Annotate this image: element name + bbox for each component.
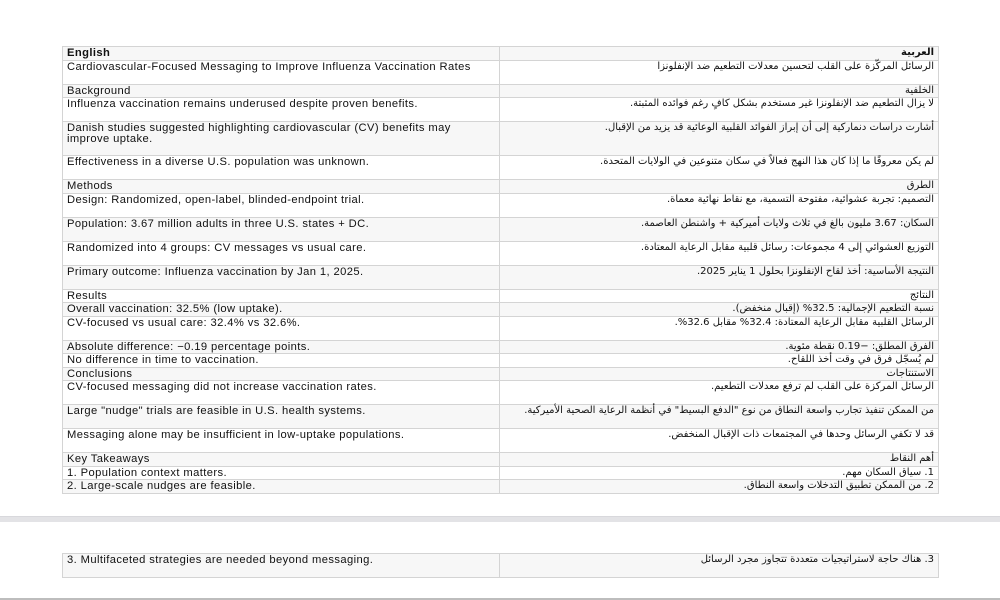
- table-row: [63, 340, 939, 354]
- cell-english: 2. Large-scale nudges are feasible.: [63, 480, 500, 494]
- table-row: [63, 289, 939, 303]
- cell-arabic: لا يزال التطعيم ضد الإنفلونزا غير مستخدم بشكل كافٍ رغم فوائده المثبتة.: [500, 98, 939, 122]
- cell-arabic: الرسائل المركزة على القلب لم ترفع معدلات التطعيم.: [500, 381, 939, 405]
- table-row: [63, 193, 939, 217]
- cell-english: Overall vaccination: 32.5% (low uptake).: [63, 303, 500, 317]
- cell-english: Effectiveness in a diverse U.S. population was unknown.: [63, 156, 500, 180]
- table-row: [63, 303, 939, 317]
- cell-english: No difference in time to vaccination.: [63, 354, 500, 368]
- cell-english: Conclusions: [63, 367, 500, 381]
- cell-arabic: قد لا تكفي الرسائل وحدها في المجتمعات ذات الإقبال المنخفض.: [500, 429, 939, 453]
- cell-english: Key Takeaways: [63, 453, 500, 467]
- cell-arabic: الخلفية: [500, 84, 939, 98]
- cell-arabic: النتائج: [500, 289, 939, 303]
- cell-english: Design: Randomized, open-label, blinded-endpoint trial.: [63, 193, 500, 217]
- table-row: [63, 480, 939, 494]
- table-row: [63, 156, 939, 180]
- cell-english: CV-focused messaging did not increase vaccination rates.: [63, 381, 500, 405]
- cell-english: 3. Multifaceted strategies are needed beyond messaging.: [63, 554, 500, 578]
- cell-arabic: لم يكن معروفًا ما إذا كان هذا النهج فعالاً في سكان متنوعين في الولايات المتحدة.: [500, 156, 939, 180]
- document-page-2: [0, 522, 1000, 600]
- cell-arabic: أهم النقاط: [500, 453, 939, 467]
- table-row: [63, 217, 939, 241]
- table-row: [63, 354, 939, 368]
- table-row: [63, 180, 939, 194]
- table-row: [63, 316, 939, 340]
- cell-english: Background: [63, 84, 500, 98]
- table-row: [63, 554, 939, 578]
- cell-english: Results: [63, 289, 500, 303]
- cell-english: Large "nudge" trials are feasible in U.S. health systems.: [63, 405, 500, 429]
- cell-arabic: أشارت دراسات دنماركية إلى أن إبراز الفوائد القلبية الوعائية قد يزيد من الإقبال.: [500, 122, 939, 156]
- table-row: [63, 84, 939, 98]
- cell-arabic: السكان: 3.67 مليون بالغ في ثلاث ولايات أميركية + واشنطن العاصمة.: [500, 217, 939, 241]
- cell-arabic: 2. من الممكن تطبيق التدخلات واسعة النطاق.: [500, 480, 939, 494]
- cell-arabic: من الممكن تنفيذ تجارب واسعة النطاق من نوع "الدفع البسيط" في أنظمة الرعاية الصحية الأميركية.: [500, 405, 939, 429]
- table-row: [63, 98, 939, 122]
- cell-english: Population: 3.67 million adults in three U.S. states + DC.: [63, 217, 500, 241]
- bilingual-table: [62, 46, 939, 494]
- table-row: [63, 241, 939, 265]
- table-row: [63, 60, 939, 84]
- table-row: [63, 405, 939, 429]
- cell-english: Absolute difference: −0.19 percentage points.: [63, 340, 500, 354]
- cell-english: Messaging alone may be insufficient in low-uptake populations.: [63, 429, 500, 453]
- table-row: [63, 367, 939, 381]
- cell-english: Primary outcome: Influenza vaccination by Jan 1, 2025.: [63, 265, 500, 289]
- table-row: [63, 466, 939, 480]
- cell-arabic: الرسائل القلبية مقابل الرعاية المعتادة: 32.4% مقابل 32.6%.: [500, 316, 939, 340]
- cell-arabic: الرسائل المركّزة على القلب لتحسين معدلات التطعيم ضد الإنفلونزا: [500, 60, 939, 84]
- cell-arabic: الطرق: [500, 180, 939, 194]
- header-arabic: العربية: [500, 47, 939, 61]
- cell-arabic: الاستنتاجات: [500, 367, 939, 381]
- header-english: English: [63, 47, 500, 61]
- table-header-row: [63, 47, 939, 61]
- table-row: [63, 453, 939, 467]
- cell-english: Cardiovascular-Focused Messaging to Improve Influenza Vaccination Rates: [63, 60, 500, 84]
- cell-arabic: 1. سياق السكان مهم.: [500, 466, 939, 480]
- cell-arabic: الفرق المطلق: −0.19 نقطة مئوية.: [500, 340, 939, 354]
- cell-english: Danish studies suggested highlighting cardiovascular (CV) benefits may improve uptake.: [63, 122, 500, 156]
- table-row: [63, 122, 939, 156]
- table-row: [63, 429, 939, 453]
- cell-arabic: التصميم: تجربة عشوائية، مفتوحة التسمية، مع نقاط نهائية معماة.: [500, 193, 939, 217]
- cell-english: CV-focused vs usual care: 32.4% vs 32.6%.: [63, 316, 500, 340]
- cell-arabic: النتيجة الأساسية: أخذ لقاح الإنفلونزا بحلول 1 يناير 2025.: [500, 265, 939, 289]
- cell-english: 1. Population context matters.: [63, 466, 500, 480]
- table-row: [63, 381, 939, 405]
- table-row: [63, 265, 939, 289]
- cell-english: Influenza vaccination remains underused despite proven benefits.: [63, 98, 500, 122]
- cell-arabic: 3. هناك حاجة لاستراتيجيات متعددة تتجاوز مجرد الرسائل: [500, 554, 939, 578]
- cell-english: Methods: [63, 180, 500, 194]
- cell-arabic: التوزيع العشوائي إلى 4 مجموعات: رسائل قلبية مقابل الرعاية المعتادة.: [500, 241, 939, 265]
- cell-arabic: نسبة التطعيم الإجمالية: 32.5% (إقبال منخفض).: [500, 303, 939, 317]
- bilingual-table-continued: [62, 553, 939, 578]
- cell-arabic: لم يُسجّل فرق في وقت أخذ اللقاح.: [500, 354, 939, 368]
- cell-english: Randomized into 4 groups: CV messages vs usual care.: [63, 241, 500, 265]
